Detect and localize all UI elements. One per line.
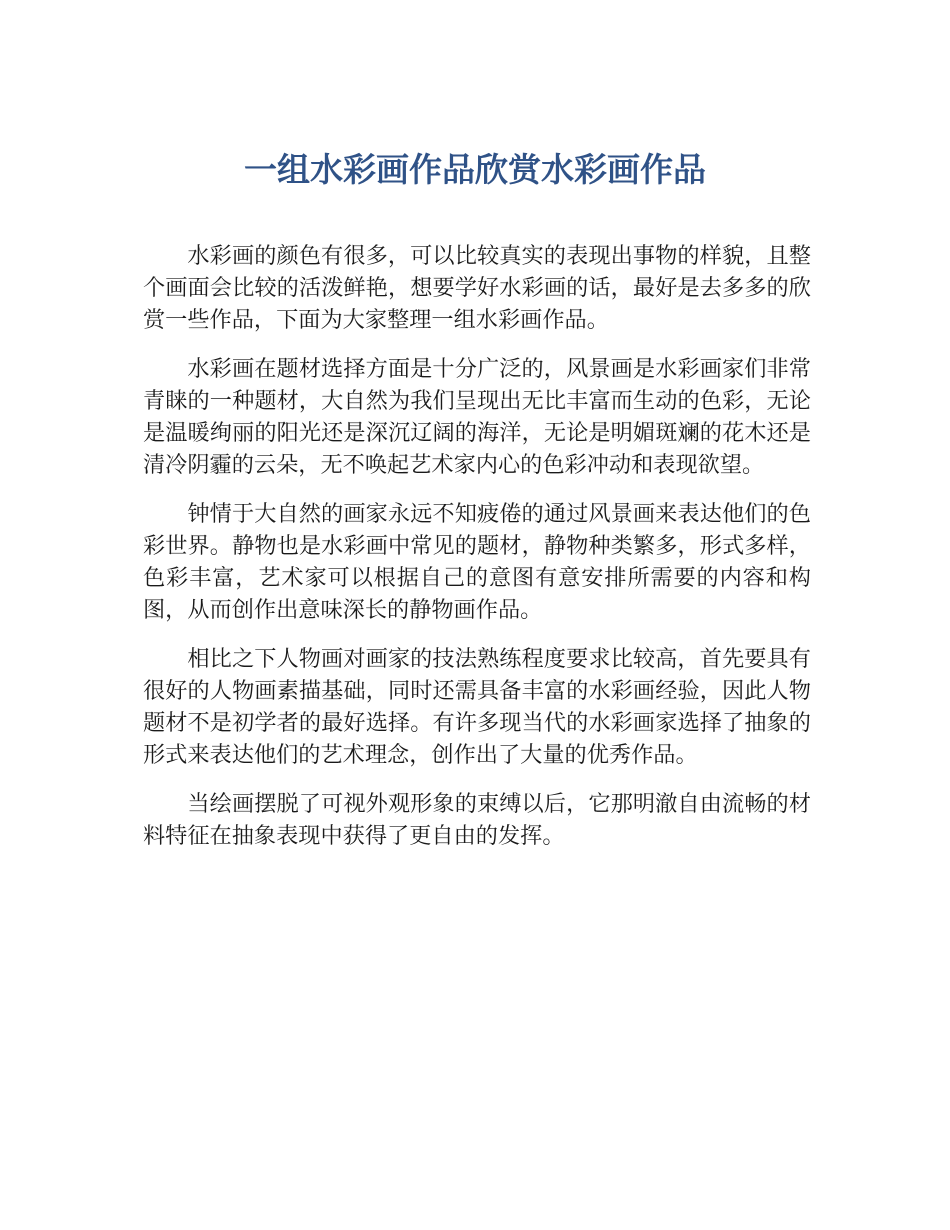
- paragraph-1: 水彩画的颜色有很多，可以比较真实的表现出事物的样貌，且整个画面会比较的活泼鲜艳，想要学好水彩画的话，最好是去多多的欣赏一些作品，下面为大家整理一组水彩画作品。: [143, 243, 811, 333]
- document-body: [143, 240, 811, 869]
- paragraph-3: 钟情于大自然的画家永远不知疲倦的通过风景画来表达他们的色彩世界。静物也是水彩画中常见的题材，静物种类繁多，形式多样，色彩丰富，艺术家可以根据自己的意图有意安排所需要的内容和构图，从而创作出意味深长的静物画作品。: [143, 501, 811, 623]
- document-title: 一组水彩画作品欣赏水彩画作品: [244, 150, 706, 189]
- paragraph-4: 相比之下人物画对画家的技法熟练程度要求比较高，首先要具有很好的人物画素描基础，同时还需具备丰富的水彩画经验，因此人物题材不是初学者的最好选择。有许多现当代的水彩画家选择了抽象的形式来表达他们的艺术理念，创作出了大量的优秀作品。: [143, 646, 811, 768]
- paragraph-5: 当绘画摆脱了可视外观形象的束缚以后，它那明澈自由流畅的材料特征在抽象表现中获得了更自由的发挥。: [143, 791, 811, 849]
- paragraph-2: 水彩画在题材选择方面是十分广泛的，风景画是水彩画家们非常青睐的一种题材，大自然为我们呈现出无比丰富而生动的色彩，无论是温暖绚丽的阳光还是深沉辽阔的海洋，无论是明媚斑斓的花木还是清冷阴霾的云朵，无不唤起艺术家内心的色彩冲动和表现欲望。: [143, 356, 811, 478]
